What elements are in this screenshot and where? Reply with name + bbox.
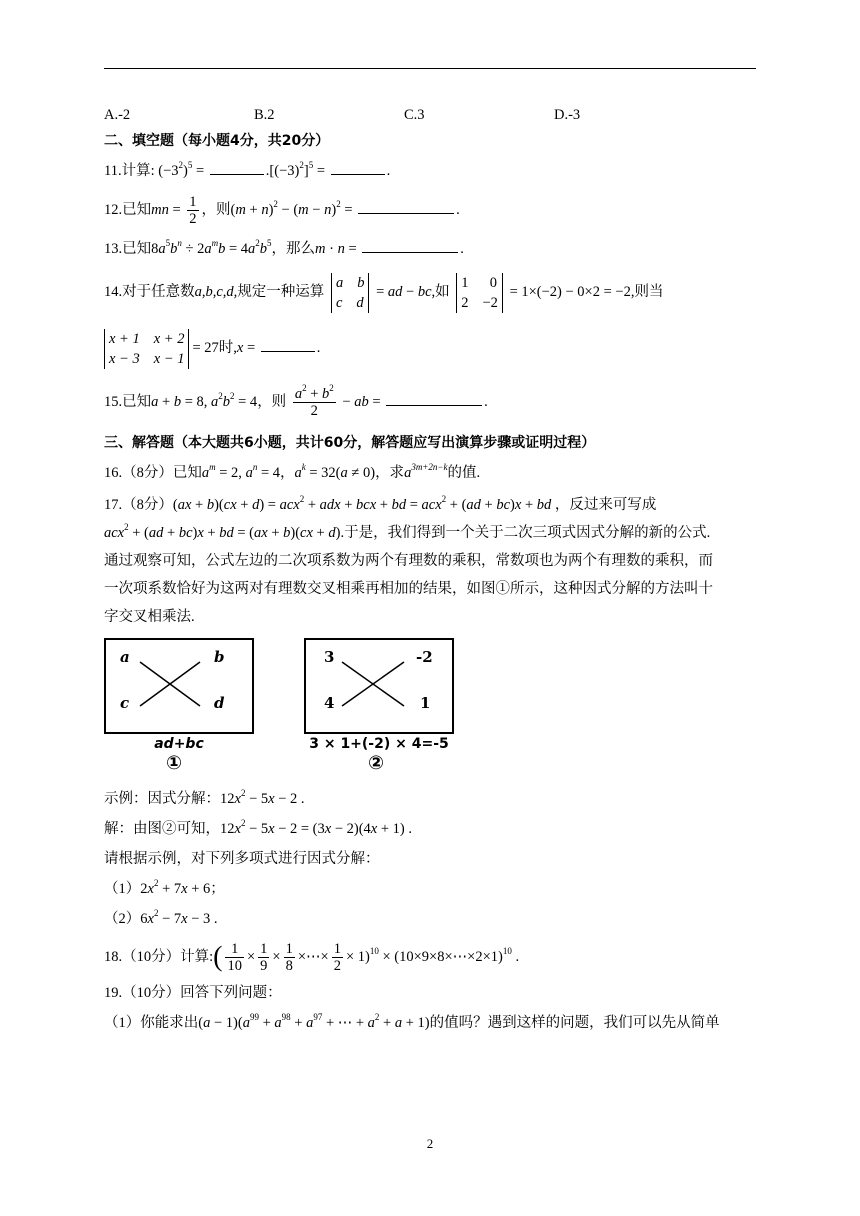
label-b: b (214, 648, 225, 666)
answer-blank[interactable] (358, 199, 454, 214)
question-17-p3: 一次项系数恰好为这两对有理数交叉相乘再相加的结果，如图①所示，这种因式分解的方法叫十 (104, 581, 713, 597)
label-a: a (120, 648, 130, 666)
label-c: c (120, 694, 130, 712)
label-3: 3 (324, 648, 335, 666)
question-18: 18.（10分）计算:( $\frac{1}{10}$ × $\frac{1}{9}$ × $\frac{1}{8}$ ×⋯× $\frac{1}{2}$ × 1)$^{10}$ × (10×9×8×⋯×2×1)$^{10}$ . (104, 941, 520, 975)
figure-2-number: ② (368, 752, 385, 774)
choice-d: D.-3 (554, 107, 581, 123)
question-17: 17.（8分）(ax + b)(cx + d) = acx$^2$ + adx + bcx + bd = acx$^2$ + (ad + bc)x + bd ，反过来可写成 (104, 494, 657, 513)
question-12: 12.已知mn = $\frac{1}{2}$ ，则$(m + n)^2 - (m - n)^2$ = . (104, 194, 460, 228)
sub-item-2: $(2)6x^2 - 7x - 3$ . (104, 908, 218, 927)
determinant: a b c d (331, 273, 370, 313)
label-4: 4 (324, 694, 335, 712)
choice-row (104, 96, 764, 126)
instruction-line: 请根据示例，对下列多项式进行因式分解： (104, 851, 380, 867)
question-13: 13.已知$8a^5b^n \div 2a^mb = 4a^2b^5$，那么m · n = . (104, 238, 464, 257)
answer-blank[interactable] (210, 160, 264, 175)
section-3-title: 三、解答题（本大题共6小题，共计60分，解答题应写出演算步骤或证明过程） (104, 435, 596, 451)
question-11: 11.计算: $(-3^2)^5 = .[(-3)^2]^5$ = . (104, 160, 391, 179)
page-body (104, 96, 764, 1044)
question-17-p4: 字交叉相乘法. (104, 609, 195, 625)
page-number: 2 (426, 1136, 434, 1151)
label-d: d (214, 694, 225, 712)
figure-1-caption: ad+bc (154, 736, 204, 752)
example-line: 示例：因式分解：$12x^2 - 5x - 2$ . (104, 788, 305, 807)
question-16: 16.（8分）已知$a^m = 2$, $a^n = 4$，$a^k = 32(a \ne 0)$，求$a^{3m+2n-k}$的值. (104, 462, 481, 481)
choice-c: C.3 (404, 107, 425, 123)
answer-blank[interactable] (362, 238, 458, 253)
solution-line: 解：由图②可知，$12x^2 - 5x - 2 = (3x - 2)(4x + 1)$ . (104, 818, 412, 837)
question-14-condition: x + 1 x + 2 x − 3 x − 1 = 27时,x = . (104, 324, 764, 372)
figure-2-caption: 3 × 1+(-2) × 4=-5 (309, 736, 449, 752)
sub-item-1: $(1)2x^2 + 7x + 6$； (104, 878, 225, 897)
determinant-example: 1 0 2 −2 (456, 273, 503, 313)
choice-a: A.-2 (104, 107, 131, 123)
answer-blank[interactable] (386, 391, 482, 406)
cross-multiplication-figures (104, 638, 764, 778)
question-17-line2: acx$^2$ + (ad + bc)x + bd = (ax + b)(cx + d).于是，我们得到一个关于二次三项式因式分解的新的公式. (104, 522, 711, 541)
answer-blank[interactable] (261, 337, 315, 352)
label-1: 1 (420, 694, 431, 712)
fraction: $\frac{a^2 + b^2}{2}$ (294, 383, 334, 420)
choice-b: B.2 (254, 107, 275, 123)
answer-blank[interactable] (331, 160, 385, 175)
section-2-title: 二、填空题（每小题4分，共20分） (104, 133, 330, 149)
question-19-item-1: （1）你能求出$(a - 1)(a^{99} + a^{98} + a^{97}$ + ⋯ + $a^2 + a + 1$)的值吗？遇到这样的问题，我们可以先从简单 (104, 1012, 720, 1031)
fraction: $\frac{1}{2}$ (189, 194, 197, 228)
question-19: 19.（10分）回答下列问题： (104, 985, 282, 1001)
label-neg2: -2 (416, 648, 433, 666)
header-rule (104, 68, 756, 69)
question-15: 15.已知a + b = 8, $a^2b^2 = 4$，则 $\frac{a^2 + b^2}{2}$ − ab = . (104, 383, 488, 420)
question-17-p2: 通过观察可知，公式左边的二次项系数为两个有理数的乘积，常数项也为两个有理数的乘积，而 (104, 553, 713, 569)
figure-1-number: ① (166, 752, 183, 774)
question-14: 14.对于任意数a,b,c,d,规定一种运算 a b c d = ad − bc,如 1 0 2 −2 = 1×(−2) − 0×2 = −2,则当 (104, 274, 664, 311)
determinant-condition: x + 1 x + 2 x − 3 x − 1 (104, 329, 189, 369)
